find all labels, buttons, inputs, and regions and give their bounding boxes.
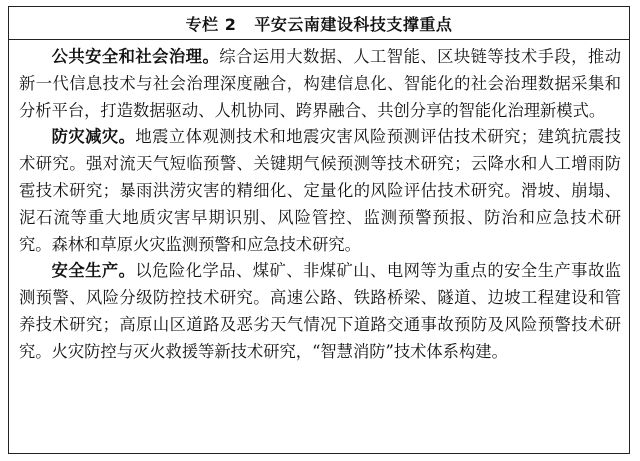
box-header <box>9 7 629 40</box>
section-disaster-prevention <box>19 124 621 258</box>
box-label: 专栏 2 <box>185 14 237 34</box>
feature-box <box>8 6 630 454</box>
section-public-safety <box>19 44 621 124</box>
section-text: 综合运用大数据、人工智能、区块链等技术手段，推动新一代信息技术与社会治理深度融合，构建信息化、智能化的社会治理数据采集和分析平台，打造数据驱动、人机协同、跨界融合、共创分享的智能化治理新模式。 <box>19 47 621 120</box>
section-heading: 防灾减灾。 <box>51 127 136 147</box>
box-content <box>9 40 629 366</box>
section-text: 以危险化学品、煤矿、非煤矿山、电网等为重点的安全生产事故监测预警、风险分级防控技术研究。高速公路、铁路桥梁、隧道、边坡工程建设和管养技术研究；高原山区道路及恶劣天气情况下道路交通事故预防及风险预警技术研究。火灾防控与灭火救援等新技术研究，“智慧消防”技术体系构建。 <box>19 261 621 361</box>
section-heading: 公共安全和社会治理。 <box>51 47 220 66</box>
section-text: 地震立体观测技术和地震灾害风险预测评估技术研究；建筑抗震技术研究。强对流天气短临预警、关键期气候预测等技术研究；云降水和人工增雨防雹技术研究；暴雨洪涝灾害的精细化、定量化的风险评估技术研究。滑坡、崩塌、泥石流等重大地质灾害早期识别、风险管控、监测预警预报、防治和应急技术研究。森林和草原火灾监测预警和应急技术研究。 <box>19 127 621 254</box>
box-title: 平安云南建设科技支撑重点 <box>254 14 453 34</box>
section-work-safety <box>19 258 621 365</box>
section-heading: 安全生产。 <box>51 261 136 281</box>
